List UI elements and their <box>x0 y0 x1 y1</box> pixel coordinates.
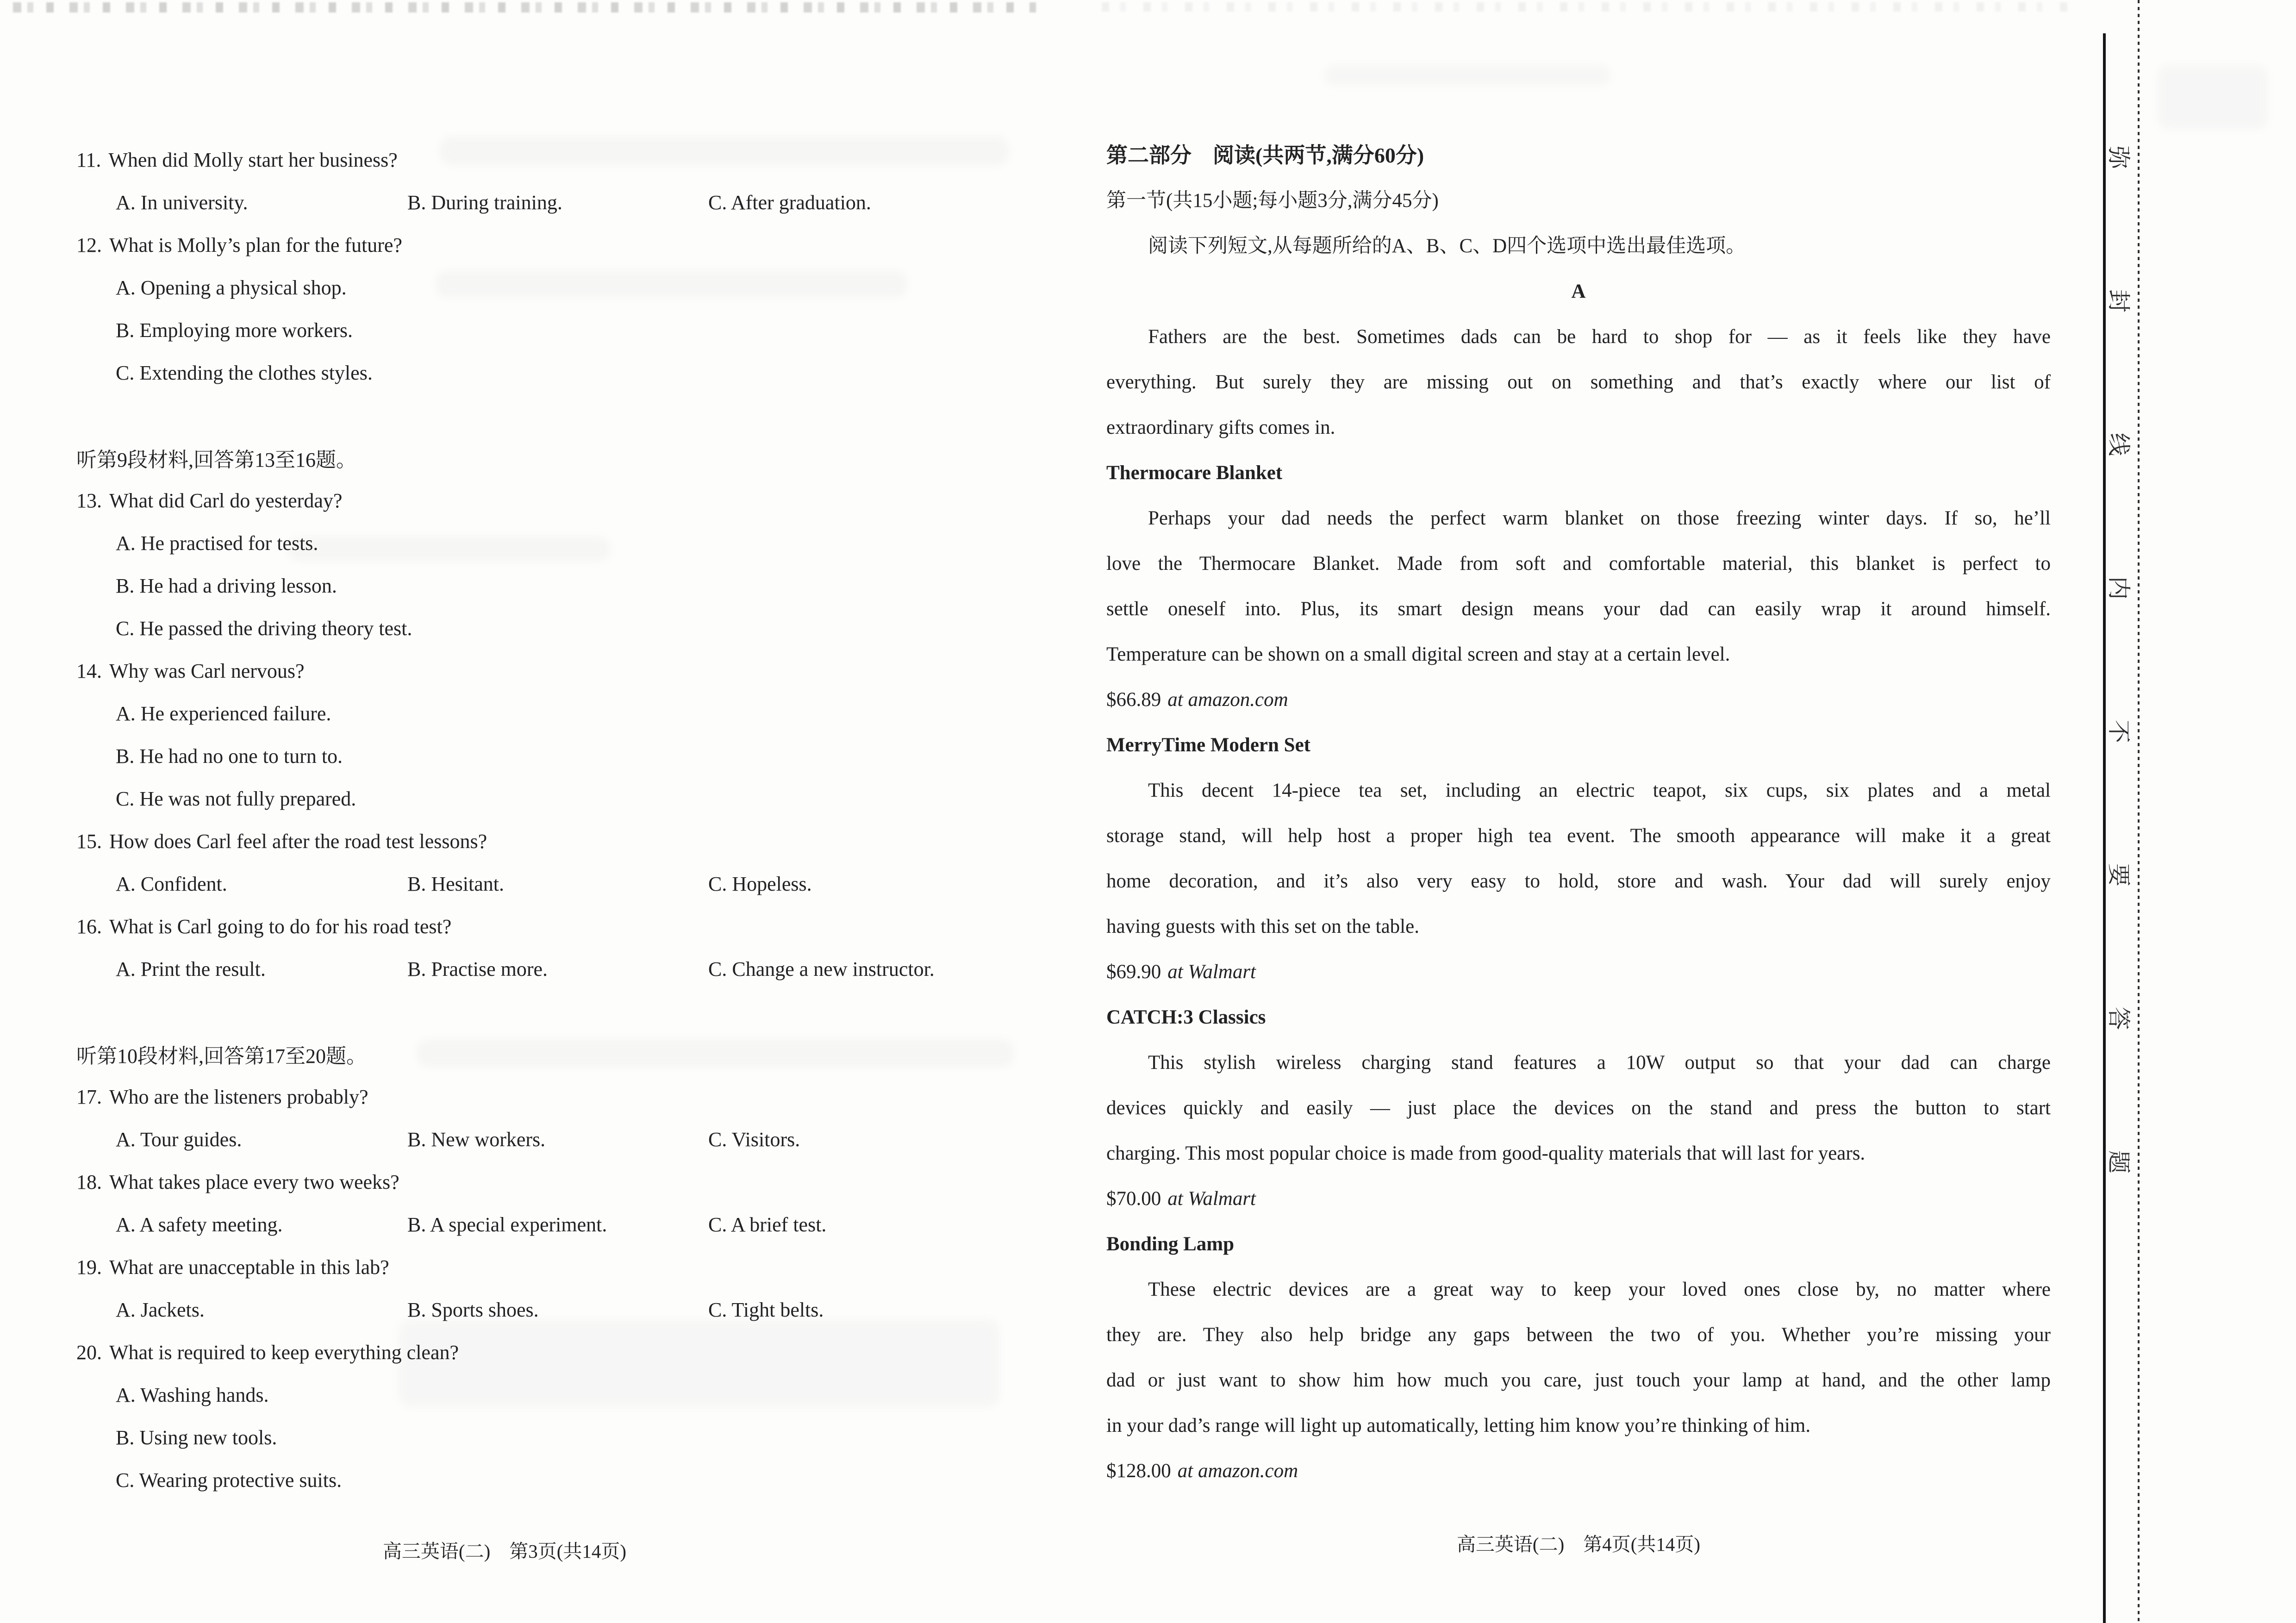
question-18 <box>76 1161 1030 1203</box>
option-text: B. He had no one to turn to. <box>116 744 343 768</box>
question-11-text: When did Molly start her business? <box>108 148 398 171</box>
item-1-line-1: Perhaps your dad needs the perfect warm blanket on those freezing winter days. If so, he’ll <box>1148 507 2051 529</box>
item-3-line-1: This stylish wireless charging stand features a 10W output so that your dad can charge <box>1148 1052 2051 1074</box>
page-3-footer: 高三英语(二) 第3页(共14页) <box>382 1541 627 1562</box>
option-text: A. Opening a physical shop. <box>116 276 347 299</box>
option-text: B. He had a driving lesson. <box>116 574 337 597</box>
question-15-number: 15. <box>76 830 102 853</box>
item-3-price <box>1106 1176 2051 1222</box>
page-3-column <box>76 138 1030 1501</box>
question-17-text: Who are the listeners probably? <box>109 1085 368 1108</box>
price-value: $69.90 <box>1106 961 1161 983</box>
question-17-option-a: A. Tour guides. <box>116 1128 242 1151</box>
question-13-option-b <box>76 564 1030 607</box>
section-note-text: 听第10段材料,回答第17至20题。 <box>76 1045 367 1067</box>
seal-strip-char: 封 <box>2106 289 2132 312</box>
question-18-text: What takes place every two weeks? <box>109 1170 399 1193</box>
section1-header: 第一节(共15小题;每小题3分,满分45分) <box>1106 190 1439 212</box>
question-19-number: 19. <box>76 1255 102 1279</box>
question-12-option-b <box>76 309 1030 351</box>
scan-ghosting <box>1324 65 1611 86</box>
question-17-number: 17. <box>76 1085 102 1108</box>
seal-strip-char: 不 <box>2106 720 2132 743</box>
scan-artifact-top-edge <box>13 2 1036 12</box>
item-3-line-2: devices quickly and easily — just place the devices on the stand and press the button to start <box>1106 1097 2051 1119</box>
question-12 <box>76 224 1030 266</box>
seal-strip-char: 要 <box>2106 863 2132 886</box>
price-value: $128.00 <box>1106 1460 1171 1482</box>
question-15 <box>76 820 1030 862</box>
question-13 <box>76 479 1030 522</box>
question-11-option-b: B. During training. <box>407 191 562 214</box>
question-12-option-c <box>76 351 1030 394</box>
passage-a-label: A <box>1571 281 1586 302</box>
question-19-option-b: B. Sports shoes. <box>407 1298 539 1321</box>
item-2-line-2: storage stand, will help host a proper high tea event. The smooth appearance will make it a great <box>1106 825 2051 847</box>
price-store: at amazon.com <box>1177 1460 1298 1482</box>
question-13-number: 13. <box>76 489 102 512</box>
seal-strip-char: 弥 <box>2106 146 2132 169</box>
option-text: C. He passed the driving theory test. <box>116 617 412 640</box>
question-16-options <box>76 948 1030 990</box>
question-15-option-c: C. Hopeless. <box>708 872 812 895</box>
question-14-option-c <box>76 777 1030 820</box>
page-4-footer: 高三英语(二) 第4页(共14页) <box>1456 1534 1701 1555</box>
question-20-number: 20. <box>76 1341 102 1364</box>
seal-line-solid <box>2103 33 2106 1623</box>
question-16-text: What is Carl going to do for his road test? <box>109 915 452 938</box>
question-13-option-a <box>76 522 1030 564</box>
item-4-line-3: dad or just want to show him how much you care, just touch your lamp at hand, and the other lamp <box>1106 1369 2051 1391</box>
listening-section-10-note <box>76 1033 1030 1075</box>
item-2-line-1: This decent 14-piece tea set, including an electric teapot, six cups, six plates and a metal <box>1148 780 2051 801</box>
item-1-title: Thermocare Blanket <box>1106 462 1283 484</box>
scan-ghosting <box>2157 65 2268 130</box>
item-1-line-2: love the Thermocare Blanket. Made from soft and comfortable material, this blanket is perfect to <box>1106 553 2051 574</box>
question-19-options <box>76 1288 1030 1331</box>
question-15-option-a: A. Confident. <box>116 872 227 895</box>
question-20-option-a <box>76 1373 1030 1416</box>
passage-intro-line-1: Fathers are the best. Sometimes dads can be hard to shop for — as it feels like they have <box>1148 326 2051 348</box>
question-20-text: What is required to keep everything clean? <box>109 1341 459 1364</box>
item-2-line-3: home decoration, and it’s also very easy to hold, store and wash. Your dad will surely enjoy <box>1106 870 2051 892</box>
question-19 <box>76 1246 1030 1288</box>
item-4-line-1: These electric devices are a great way to keep your loved ones close by, no matter where <box>1148 1279 2051 1300</box>
question-12-number: 12. <box>76 233 102 256</box>
question-11-option-c: C. After graduation. <box>708 191 871 214</box>
option-text: A. He experienced failure. <box>116 702 331 725</box>
price-value: $66.89 <box>1106 689 1161 711</box>
price-store: at Walmart <box>1167 1188 1256 1210</box>
question-20-option-b <box>76 1416 1030 1459</box>
option-text: A. Washing hands. <box>116 1383 269 1406</box>
seal-strip-char: 线 <box>2106 433 2132 456</box>
question-15-options <box>76 862 1030 905</box>
item-2-title: MerryTime Modern Set <box>1106 734 1311 756</box>
question-18-option-c: C. A brief test. <box>708 1213 827 1236</box>
question-11-number: 11. <box>76 148 101 171</box>
seal-strip-char: 内 <box>2106 576 2132 599</box>
listening-section-9-note <box>76 437 1030 479</box>
price-store: at amazon.com <box>1167 689 1288 711</box>
question-16-number: 16. <box>76 915 102 938</box>
item-4-line-4: in your dad’s range will light up automatically, letting him know you’re thinking of him. <box>1106 1415 1811 1436</box>
item-3-line-3: charging. This most popular choice is made from good-quality materials that will last for years. <box>1106 1142 1866 1164</box>
question-19-option-a: A. Jackets. <box>116 1298 205 1321</box>
question-16 <box>76 905 1030 948</box>
question-20 <box>76 1331 1030 1373</box>
item-4-title: Bonding Lamp <box>1106 1233 1235 1255</box>
item-4-price <box>1106 1448 2051 1494</box>
question-17 <box>76 1075 1030 1118</box>
passage-intro-line-2: everything. But surely they are missing out on something and that’s exactly where our list of <box>1106 371 2051 393</box>
question-19-text: What are unacceptable in this lab? <box>109 1255 389 1279</box>
question-16-option-a: A. Print the result. <box>116 957 266 980</box>
question-14-text: Why was Carl nervous? <box>109 659 305 682</box>
item-1-line-3: settle oneself into. Plus, its smart design means your dad can easily wrap it around himself. <box>1106 598 2051 620</box>
blank-line <box>76 990 1030 1033</box>
question-16-option-c: C. Change a new instructor. <box>708 957 935 980</box>
question-17-option-b: B. New workers. <box>407 1128 546 1151</box>
reading-instruction: 阅读下列短文,从每题所给的A、B、C、D四个选项中选出最佳选项。 <box>1148 235 1746 257</box>
option-text: B. Using new tools. <box>116 1426 277 1449</box>
question-14 <box>76 649 1030 692</box>
section-note-text: 听第9段材料,回答第13至16题。 <box>76 449 356 471</box>
question-18-number: 18. <box>76 1170 102 1193</box>
question-18-option-b: B. A special experiment. <box>407 1213 607 1236</box>
question-11 <box>76 138 1030 181</box>
question-17-option-c: C. Visitors. <box>708 1128 800 1151</box>
question-17-options <box>76 1118 1030 1161</box>
option-text: C. Wearing protective suits. <box>116 1468 342 1492</box>
seal-strip-char: 题 <box>2106 1150 2132 1174</box>
page-4-column <box>1106 133 2051 1494</box>
question-15-text: How does Carl feel after the road test lessons? <box>109 830 487 853</box>
item-4-line-2: they are. They also help bridge any gaps between the two of you. Whether you’re missing your <box>1106 1324 2051 1346</box>
blank-line <box>76 394 1030 437</box>
item-1-price <box>1106 677 2051 723</box>
part2-header: 第二部分 阅读(共两节,满分60分) <box>1106 144 1424 167</box>
question-11-option-a: A. In university. <box>116 191 248 214</box>
scan-artifact-top-edge-right <box>1102 2 2074 12</box>
question-18-option-a: A. A safety meeting. <box>116 1213 283 1236</box>
question-12-option-a <box>76 266 1030 309</box>
question-20-option-c <box>76 1459 1030 1501</box>
option-text: B. Employing more workers. <box>116 318 353 342</box>
price-value: $70.00 <box>1106 1188 1161 1210</box>
item-1-line-4: Temperature can be shown on a small digital screen and stay at a certain level. <box>1106 643 1730 665</box>
item-2-line-4: having guests with this set on the table. <box>1106 916 1419 937</box>
question-16-option-b: B. Practise more. <box>407 957 548 980</box>
question-12-text: What is Molly’s plan for the future? <box>109 233 402 256</box>
question-14-number: 14. <box>76 659 102 682</box>
question-15-option-b: B. Hesitant. <box>407 872 504 895</box>
question-11-options <box>76 181 1030 224</box>
passage-intro-line-3: extraordinary gifts comes in. <box>1106 417 1335 438</box>
question-14-option-b <box>76 735 1030 777</box>
question-18-options <box>76 1203 1030 1246</box>
price-store: at Walmart <box>1167 961 1256 983</box>
seal-line-dashed <box>2138 0 2140 1623</box>
option-text: C. Extending the clothes styles. <box>116 361 373 384</box>
question-14-option-a <box>76 692 1030 735</box>
item-2-price <box>1106 949 2051 995</box>
question-19-option-c: C. Tight belts. <box>708 1298 824 1321</box>
option-text: C. He was not fully prepared. <box>116 787 356 810</box>
question-13-text: What did Carl do yesterday? <box>109 489 343 512</box>
seal-strip-char: 答 <box>2106 1007 2132 1030</box>
item-3-title: CATCH:3 Classics <box>1106 1006 1266 1028</box>
option-text: A. He practised for tests. <box>116 531 318 555</box>
question-13-option-c <box>76 607 1030 649</box>
